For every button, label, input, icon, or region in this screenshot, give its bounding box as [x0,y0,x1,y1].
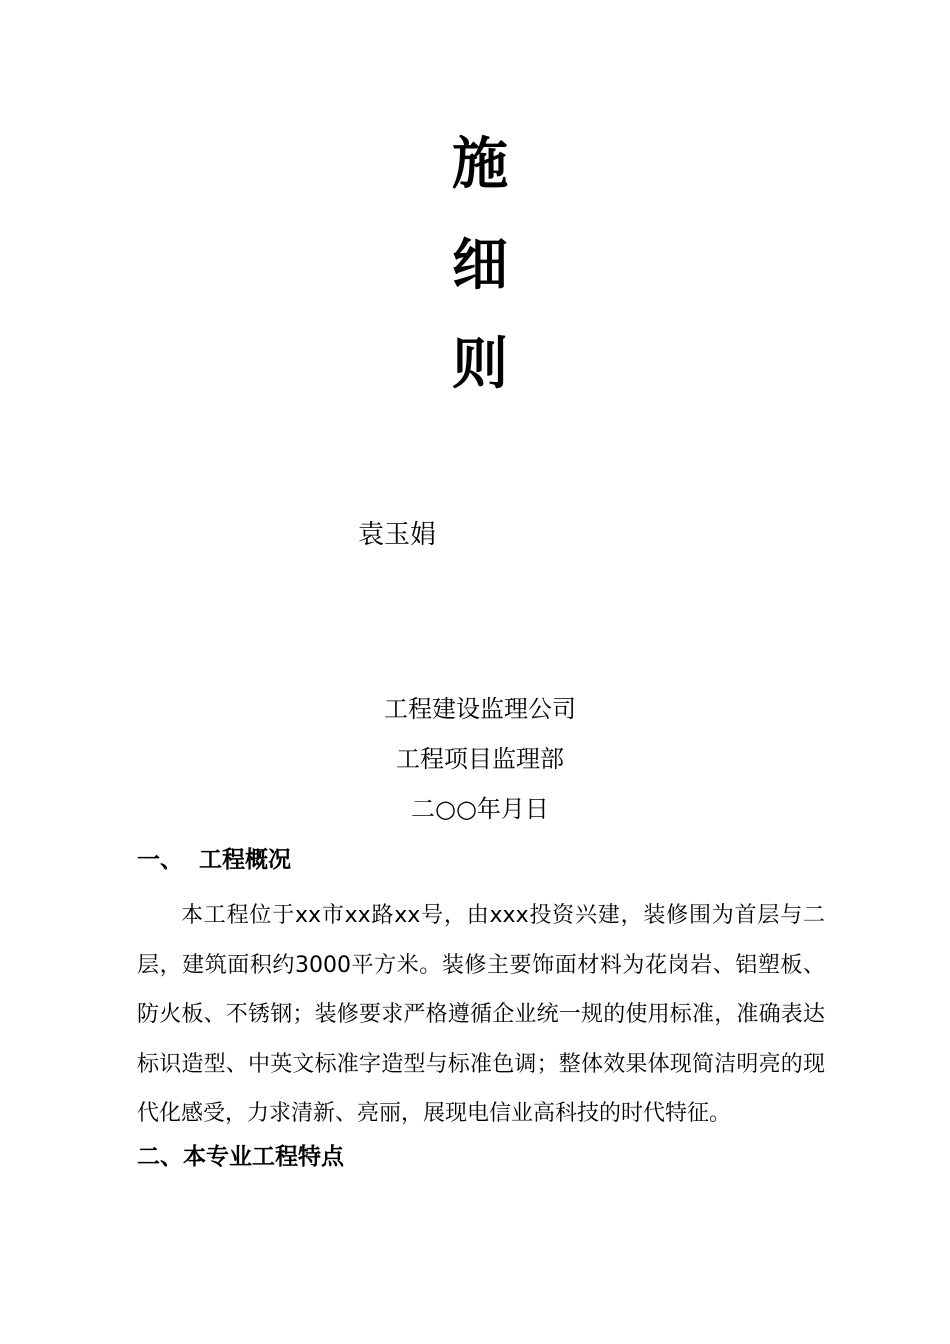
section-heading-2: 二、本专业工程特点 [137,1144,344,1170]
section-paragraph-1: 本工程位于xx市xx路xx号，由xxx投资兴建，装修围为首层与二层，建筑面积约3000平方米。装修主要饰面材料为花岗岩、铝塑板、防火板、不锈钢；装修要求严格遵循企业统一规的使用标准，准确表达标识造型、中英文标准字造型与标准色调；整体效果体现简洁明亮的现代化感受，力求清新、亮丽，展现电信业高科技的时代特征。 [137,903,825,1126]
author-name: 袁玉娟 [358,520,437,550]
document-date: 二○○年月日 [411,795,549,823]
title-char-2: 细 [452,233,508,298]
company-name: 工程建设监理公司 [384,695,576,723]
title-char-3: 则 [452,332,508,397]
department-name: 工程项目监理部 [396,745,564,773]
section-heading-1: 一、 工程概况 [137,847,292,873]
title-char-1: 施 [452,132,508,197]
